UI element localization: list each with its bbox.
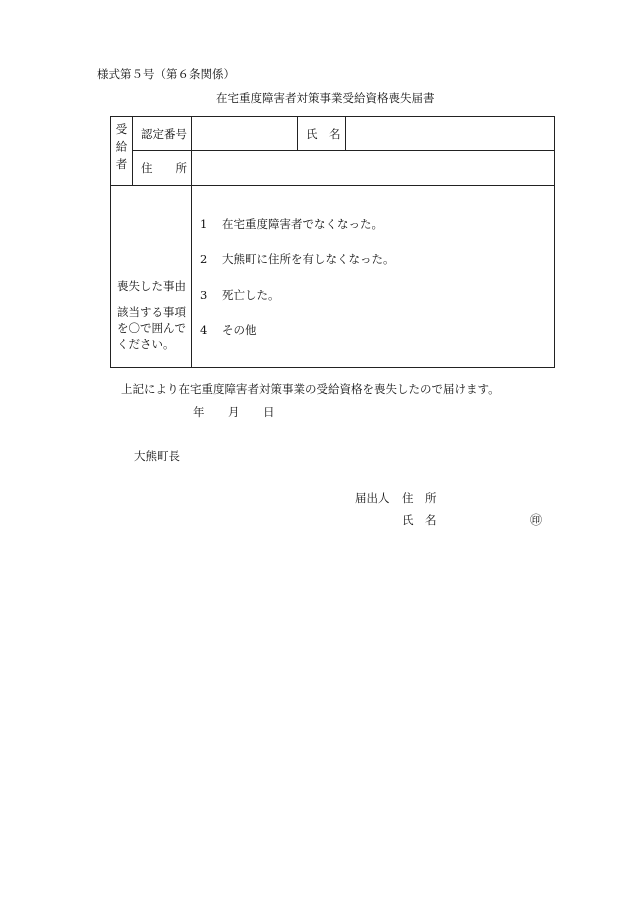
cert-number-field[interactable] xyxy=(192,117,298,151)
name-label-cell xyxy=(298,117,346,151)
form-title: 在宅重度障害者対策事業受給資格喪失届書 xyxy=(216,91,435,105)
reason-note-2: を〇で囲んで xyxy=(117,320,186,335)
statement: 上記により在宅重度障害者対策事業の受給資格を喪失したので届けます。 xyxy=(121,382,500,396)
reason-num-3: 3 xyxy=(200,288,208,302)
reason-num-1: 1 xyxy=(200,217,208,231)
form-number: 様式第５号（第６条関係） xyxy=(97,67,235,81)
name-label: 氏 名 xyxy=(306,126,341,141)
reason-option-2[interactable] xyxy=(200,251,395,267)
recipient-label: 受給者 xyxy=(114,123,129,176)
application-table xyxy=(110,116,555,368)
address-label: 住 所 xyxy=(141,161,187,175)
reason-num-2: 2 xyxy=(200,252,208,266)
applicant-address-label: 住 所 xyxy=(402,491,437,505)
applicant-label: 届出人 xyxy=(355,491,390,505)
reason-options-cell xyxy=(192,186,555,368)
date-day-label: 日 xyxy=(263,405,275,419)
reason-text-2: 大熊町に住所を有しなくなった。 xyxy=(222,252,395,266)
applicant-name-label: 氏 名 xyxy=(402,513,437,527)
reason-label-cell xyxy=(111,186,192,368)
date-month-label: 月 xyxy=(228,405,240,419)
address-field[interactable] xyxy=(192,151,555,186)
reason-option-3[interactable] xyxy=(200,287,280,303)
reason-text-1: 在宅重度障害者でなくなった。 xyxy=(222,217,383,231)
reason-num-4: 4 xyxy=(200,323,208,337)
reason-text-3: 死亡した。 xyxy=(222,288,280,302)
cert-number-label: 認定番号 xyxy=(141,126,187,141)
cert-number-label-cell xyxy=(133,117,192,151)
reason-label: 喪失した事由 xyxy=(117,278,186,293)
recipient-label-cell xyxy=(111,117,133,186)
date-year-label: 年 xyxy=(193,405,205,419)
reason-note-1: 該当する事項 xyxy=(117,304,186,319)
name-field[interactable] xyxy=(346,117,555,151)
reason-note-3: ください。 xyxy=(117,336,175,351)
address-label-cell xyxy=(133,151,192,186)
reason-text-4: その他 xyxy=(222,323,257,337)
reason-option-1[interactable] xyxy=(200,216,383,232)
reason-list xyxy=(192,186,554,367)
seal-mark: ㊞ xyxy=(530,513,543,527)
addressee: 大熊町長 xyxy=(134,449,180,463)
reason-option-4[interactable] xyxy=(200,322,257,338)
